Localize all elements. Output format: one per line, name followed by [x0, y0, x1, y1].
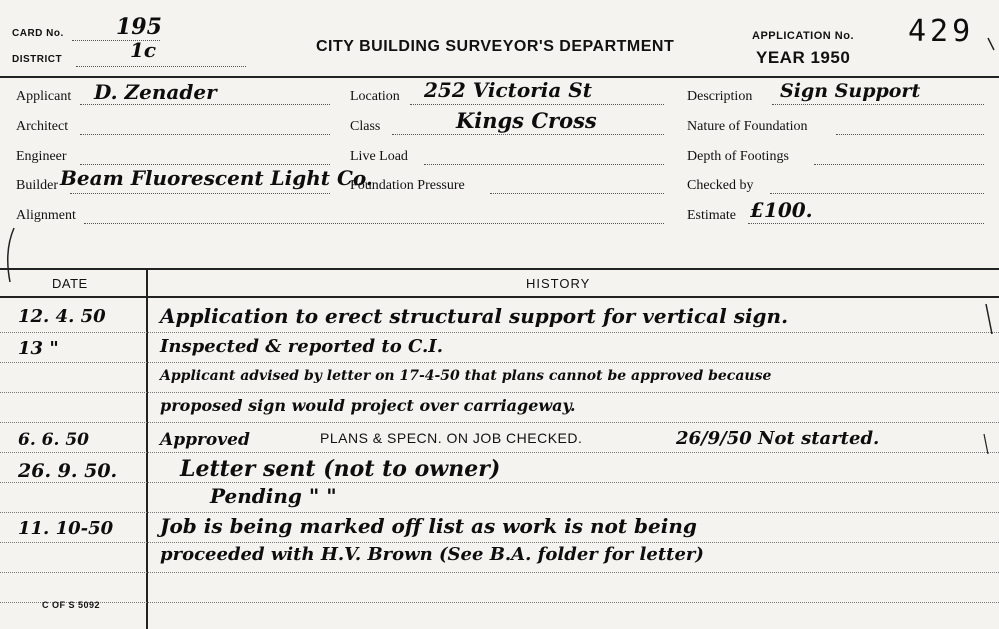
depth-of-footings-label: Depth of Footings: [687, 149, 789, 164]
live-load-label: Live Load: [350, 149, 408, 164]
row-rule: [0, 452, 999, 453]
row-history: Applicant advised by letter on 17-4-50 that plans cannot be approved because: [160, 368, 772, 384]
district-line: [76, 66, 246, 67]
row-date: 12. 4. 50: [18, 306, 106, 327]
applicant-line: [80, 104, 330, 105]
row-history: Letter sent (not to owner): [180, 456, 501, 482]
engineer-label: Engineer: [16, 149, 67, 164]
description-label: Description: [687, 89, 753, 104]
district-value: 1c: [130, 38, 157, 62]
row-rule: [0, 362, 999, 363]
description-line: [772, 104, 984, 105]
row-rule: [0, 572, 999, 573]
district-label: DISTRICT: [12, 54, 63, 65]
history-header: HISTORY: [526, 276, 591, 291]
builder-value: Beam Fluorescent Light Co.: [60, 166, 373, 190]
date-column-divider: [146, 268, 148, 629]
row-history: Approved: [160, 430, 250, 450]
row-rule: [0, 602, 999, 603]
table-top-rule: [0, 268, 999, 270]
margin-bracket-mark: [0, 226, 20, 286]
application-no-value: 429: [908, 14, 975, 49]
table-header-rule: [0, 296, 999, 298]
card-no-label: CARD No.: [12, 28, 64, 39]
department-title: CITY BUILDING SURVEYOR'S DEPARTMENT: [316, 38, 675, 55]
stamp-note: 26/9/50 Not started.: [676, 428, 880, 449]
row-date: 26. 9. 50.: [18, 460, 118, 482]
estimate-value: £100.: [750, 198, 813, 222]
row-history: Job is being marked off list as work is not being: [160, 514, 697, 538]
builder-line: [70, 193, 330, 194]
architect-line: [80, 134, 330, 135]
row-date: 6. 6. 50: [18, 430, 89, 450]
foundation-pressure-line: [490, 193, 664, 194]
checked-by-line: [770, 193, 984, 194]
builder-label: Builder: [16, 178, 58, 193]
checked-by-label: Checked by: [687, 178, 754, 193]
applicant-value: D. Zenader: [94, 80, 217, 104]
estimate-label: Estimate: [687, 208, 736, 223]
row-rule: [0, 482, 999, 483]
application-no-label: APPLICATION No.: [752, 30, 855, 42]
live-load-line: [424, 164, 664, 165]
card-no-value: 195: [116, 14, 162, 40]
form-code: C OF S 5092: [42, 600, 101, 610]
row-history: Pending " ": [210, 484, 337, 508]
row-history: proposed sign would project over carriageway.: [160, 396, 576, 415]
edge-marks: [978, 34, 998, 594]
depth-of-footings-line: [814, 164, 984, 165]
row-history: Application to erect structural support for vertical sign.: [160, 304, 789, 328]
row-rule: [0, 422, 999, 423]
row-rule: [0, 392, 999, 393]
nature-of-foundation-line: [836, 134, 984, 135]
location-line: [410, 104, 664, 105]
foundation-pressure-label: Foundation Pressure: [350, 178, 465, 193]
row-date: 13 ": [18, 338, 59, 359]
date-header: DATE: [52, 276, 88, 291]
nature-of-foundation-label: Nature of Foundation: [687, 119, 808, 134]
engineer-line: [80, 164, 330, 165]
architect-label: Architect: [16, 119, 69, 134]
year-label: YEAR 1950: [756, 48, 851, 67]
class-line: [392, 134, 664, 135]
location-value: 252 Victoria St: [424, 78, 592, 102]
alignment-label: Alignment: [16, 208, 76, 223]
description-value: Sign Support: [780, 80, 921, 102]
row-rule: [0, 542, 999, 543]
class-value: Kings Cross: [456, 108, 597, 133]
row-history: proceeded with H.V. Brown (See B.A. folder for letter): [160, 544, 704, 565]
class-label: Class: [350, 119, 381, 134]
row-date: 11. 10-50: [18, 518, 114, 539]
location-label: Location: [350, 89, 400, 104]
estimate-line: [748, 223, 984, 224]
applicant-label: Applicant: [16, 89, 72, 104]
row-history: Inspected & reported to C.I.: [160, 336, 443, 357]
plans-checked-stamp: PLANS & SPECN. ON JOB CHECKED.: [320, 430, 583, 446]
row-rule: [0, 512, 999, 513]
row-rule: [0, 332, 999, 333]
alignment-line: [84, 223, 664, 224]
